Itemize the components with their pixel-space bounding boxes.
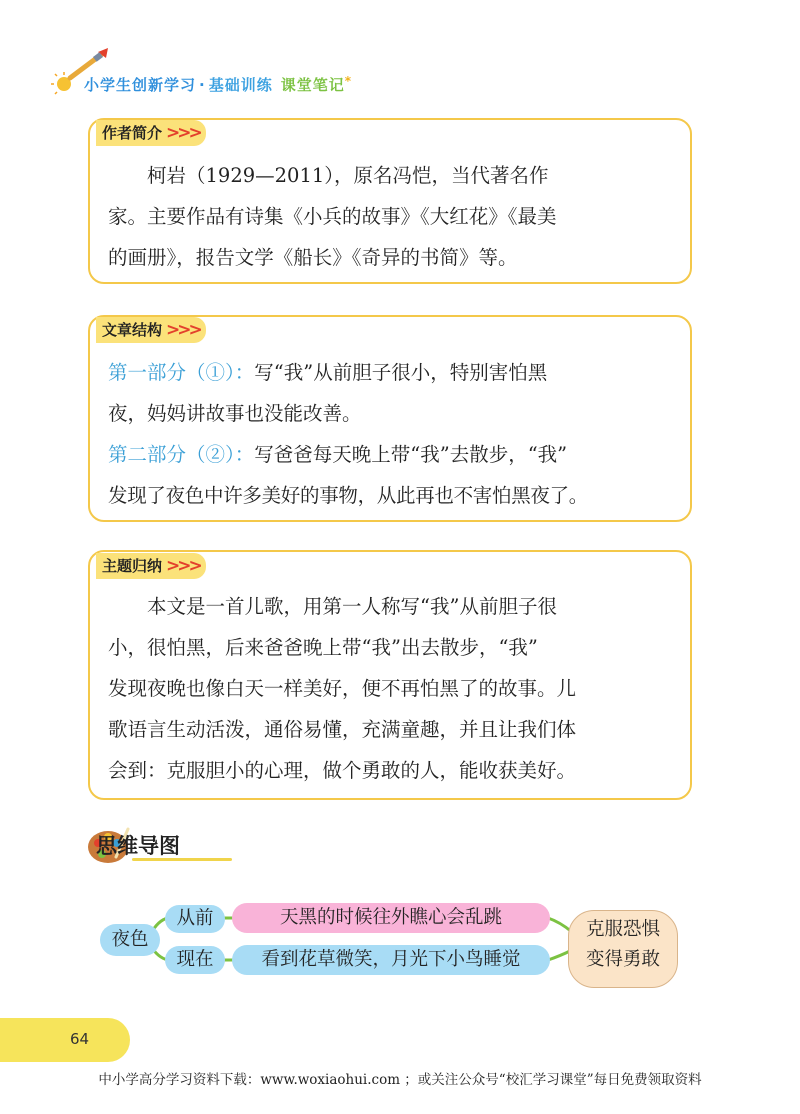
theme-summary-title: 主题归纳 [102,557,163,575]
header-star: * [344,74,353,88]
mindmap-root-node: 夜色 [100,924,160,956]
theme-summary-label [96,553,206,579]
chevron-right-icon: >>> [166,556,200,576]
text-line: 家。主要作品有诗集《小兵的故事》《大红花》《最美 [108,205,557,228]
mindmap-node-before-content: 天黑的时候往外瞧心会乱跳 [232,903,550,933]
part1-label: 第一部分（①）： [108,361,255,384]
conclusion-line: 变得勇敢 [585,949,660,970]
page-number: 64 [70,1030,90,1048]
text-line: 柯岩（1929—2011），原名冯恺，当代著名作 [147,164,549,187]
series-name: 小学生创新学习 [84,76,197,94]
part1-line [108,352,693,393]
part2-text: 写爸爸每天晚上带“我”去散步，“我” [254,443,568,466]
part2-line-2: 发现了夜色中许多美好的事物，从此再也不害怕黑夜了。 [108,484,589,507]
text-line: 的画册》，报告文学《船长》《奇异的书简》等。 [108,246,518,269]
part2-label: 第二部分（②）： [108,443,255,466]
series-class-notes: 课堂笔记 [280,76,345,94]
series-basic-training: 基础训练 [208,76,273,94]
author-intro-label [96,120,206,146]
mindmap-branch-now: 现在 [165,946,225,974]
header-dot: · [199,76,206,94]
text-line: 小，很怕黑，后来爸爸晚上带“我”出去散步，“我” [108,636,538,659]
part1-text: 写“我”从前胆子很小，特别害怕黑 [254,361,548,384]
text-line: 发现夜晚也像白天一样美好，便不再怕黑了的故事。儿 [108,677,577,700]
article-structure-title: 文章结构 [102,321,163,339]
chevron-right-icon: >>> [166,320,200,340]
footer-text: 中小学高分学习资料下载：www.woxiaohui.com ；或关注公众号“校汇学习课堂”每日免费领取资料 [98,1072,702,1088]
mindmap-title-underline [132,858,232,861]
series-header [84,74,352,95]
part2-line [108,434,693,475]
chevron-right-icon: >>> [166,123,200,143]
text-line: 歌语言生动活泼，通俗易懂，充满童趣，并且让我们体 [108,718,577,741]
part1-line-2: 夜，妈妈讲故事也没能改善。 [108,402,362,425]
author-intro-text [108,155,688,278]
page-number-tab [0,1018,130,1062]
text-line: 会到：克服胆小的心理，做个勇敢的人，能收获美好。 [108,759,577,782]
text-line: 本文是一首儿歌，用第一人称写“我”从前胆子很 [147,595,557,618]
conclusion-line: 克服恐惧 [585,919,660,940]
article-structure-label [96,317,206,343]
mindmap-conclusion-node [568,910,678,988]
theme-summary-text [108,586,693,791]
mindmap-branch-before: 从前 [165,905,225,933]
mindmap-title: 思维导图 [96,834,180,858]
mindmap-node-now-content: 看到花草微笑，月光下小鸟睡觉 [232,945,550,975]
author-intro-title: 作者简介 [102,124,163,142]
article-structure-text [108,352,693,516]
